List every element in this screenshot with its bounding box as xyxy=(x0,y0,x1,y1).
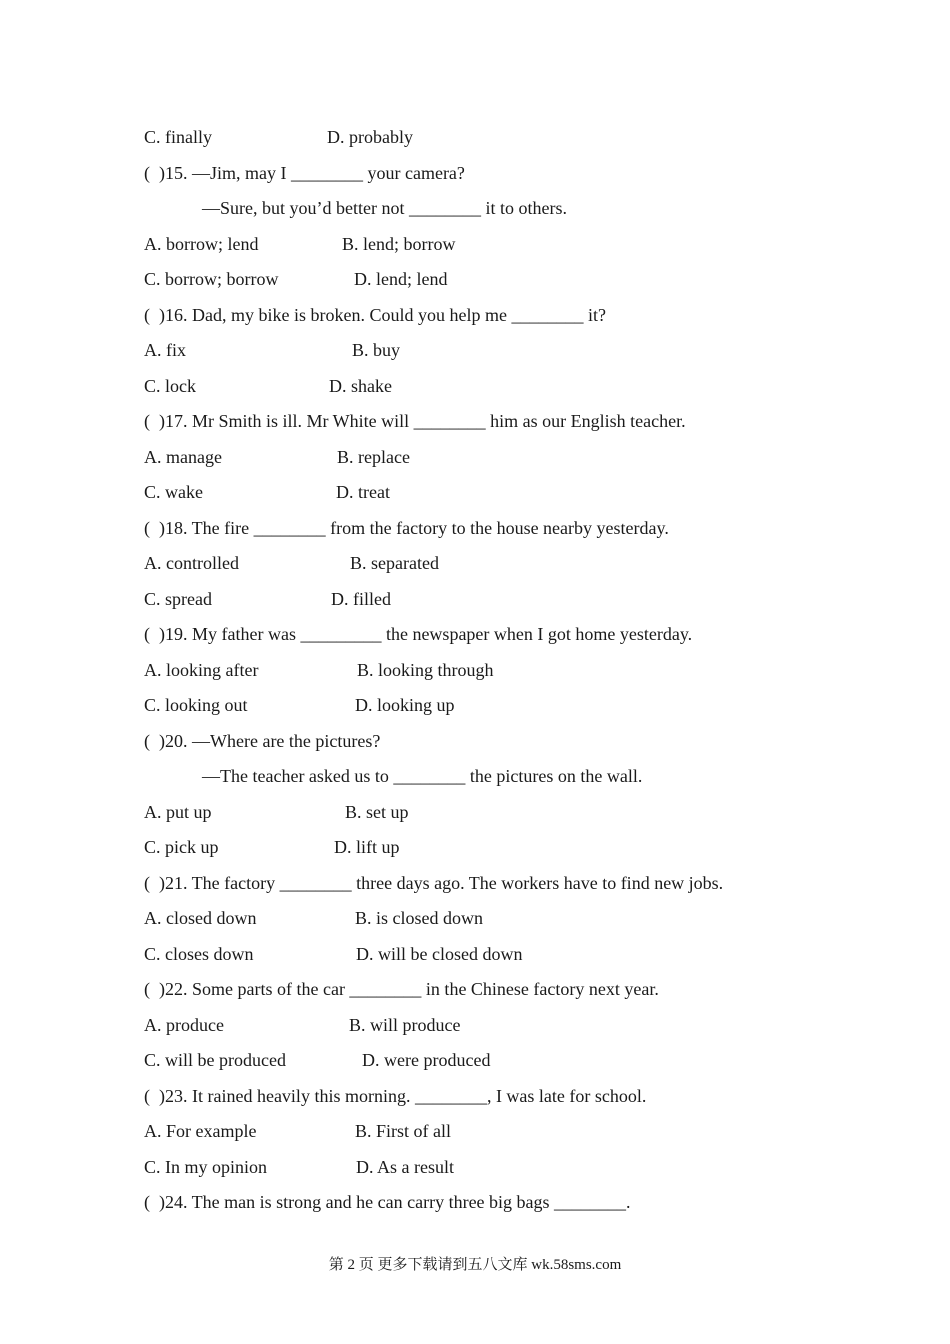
option-b: D. lend; lend xyxy=(354,269,448,289)
question-reply: —The teacher asked us to ________ the pictures on the wall. xyxy=(202,766,643,786)
option-b: B. lend; borrow xyxy=(342,234,456,254)
option-b: D. will be closed down xyxy=(356,944,523,964)
option-a: C. will be produced xyxy=(144,1050,286,1070)
option-b: D. probably xyxy=(327,127,413,147)
question: ( )20. —Where are the pictures? xyxy=(144,731,381,751)
question: ( )17. Mr Smith is ill. Mr White will ________ him as our English teacher. xyxy=(144,411,686,431)
option-a: A. controlled xyxy=(144,553,239,573)
option-a: C. borrow; borrow xyxy=(144,269,279,289)
option-b: B. looking through xyxy=(357,660,494,680)
option-a: C. closes down xyxy=(144,944,254,964)
question: ( )16. Dad, my bike is broken. Could you help me ________ it? xyxy=(144,305,606,325)
option-a: C. spread xyxy=(144,589,212,609)
option-a: C. finally xyxy=(144,127,212,147)
option-b: D. filled xyxy=(331,589,391,609)
question: ( )15. —Jim, may I ________ your camera? xyxy=(144,163,465,183)
question-reply: —Sure, but you’d better not ________ it to others. xyxy=(202,198,567,218)
option-a: A. manage xyxy=(144,447,222,467)
option-a: A. put up xyxy=(144,802,212,822)
option-b: B. set up xyxy=(345,802,409,822)
option-a: A. borrow; lend xyxy=(144,234,259,254)
option-b: B. First of all xyxy=(355,1121,452,1141)
question: ( )22. Some parts of the car ________ in the Chinese factory next year. xyxy=(144,979,659,999)
option-b: D. treat xyxy=(336,482,390,502)
option-a: A. closed down xyxy=(144,908,257,928)
question: ( )18. The fire ________ from the factory to the house nearby yesterday. xyxy=(144,518,669,538)
question: ( )21. The factory ________ three days ago. The workers have to find new jobs. xyxy=(144,873,724,893)
option-b: D. lift up xyxy=(334,837,400,857)
option-a: C. pick up xyxy=(144,837,219,857)
option-b: B. replace xyxy=(337,447,410,467)
question: ( )19. My father was _________ the newspaper when I got home yesterday. xyxy=(144,624,693,644)
option-a: C. wake xyxy=(144,482,203,502)
option-b: B. will produce xyxy=(349,1015,461,1035)
option-a: A. For example xyxy=(144,1121,257,1141)
option-b: B. is closed down xyxy=(355,908,483,928)
option-a: A. looking after xyxy=(144,660,259,680)
option-a: C. In my opinion xyxy=(144,1157,268,1177)
option-b: D. shake xyxy=(329,376,392,396)
option-b: D. were produced xyxy=(362,1050,491,1070)
option-a: C. lock xyxy=(144,376,196,396)
option-a: A. fix xyxy=(144,340,186,360)
option-a: A. produce xyxy=(144,1015,224,1035)
option-a: C. looking out xyxy=(144,695,248,715)
option-b: D. As a result xyxy=(356,1157,454,1177)
option-b: B. separated xyxy=(350,553,439,573)
question: ( )23. It rained heavily this morning. ________, I was late for school. xyxy=(144,1086,647,1106)
question: ( )24. The man is strong and he can carry three big bags ________. xyxy=(144,1192,631,1212)
option-b: D. looking up xyxy=(355,695,455,715)
option-b: B. buy xyxy=(352,340,401,360)
page-footer: 第 2 页 更多下载请到五八文库 wk.58sms.com xyxy=(328,1257,622,1273)
